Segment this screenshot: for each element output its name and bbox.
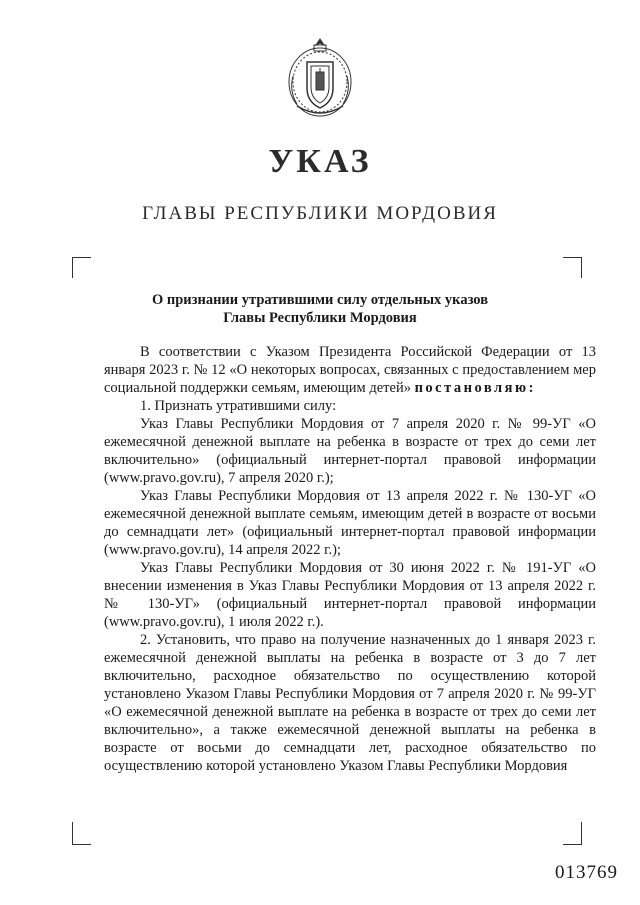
- coat-of-arms-emblem: [285, 36, 355, 122]
- paragraph-2: Указ Главы Республики Мордовия от 7 апреля 2020 г. № 99-УГ «О ежемесячной денежной выплате на ребенка в возрасте от трех до семи лет включительно» (официальный интернет-портал правовой информации (www.pravo.gov.ru), 7 апреля 2020 г.);: [104, 416, 596, 486]
- corner-mark-top-right: [563, 257, 582, 278]
- paragraph-5: 2. Установить, что право на получение назначенных до 1 января 2023 г. ежемесячной денежной выплаты на ребенка в возрасте от 3 до 7 лет включительно, расходное обязательство по осуществлению которой установлено Указом Главы Республики Мордовия от 7 апреля 2020 г. № 99-УГ «О ежемесячной денежной выплате на ребенка в возрасте от трех до семи лет включительно», а также ежемесячной денежной выплаты на ребенка в возрасте от восьми до семнадцати лет, расходное обязательство по осуществлению которой установлено Указом Главы Республики Мордовия: [104, 632, 596, 774]
- paragraph-intro: [104, 343, 596, 397]
- decree-word: постановляю:: [414, 380, 536, 396]
- corner-mark-top-left: [72, 257, 91, 278]
- paragraph-1: 1. Признать утратившими силу:: [140, 398, 337, 414]
- corner-mark-bottom-right: [563, 822, 582, 845]
- corner-mark-bottom-left: [72, 822, 91, 845]
- document-serial-number: 013769: [555, 862, 618, 883]
- paragraph-4: Указ Главы Республики Мордовия от 30 июня 2022 г. № 191-УГ «О внесении изменения в Указ Главы Республики Мордовия от 13 апреля 2022 г. № 130-УГ» (официальный интернет-портал правовой информации (www.pravo.gov.ru), 1 июля 2022 г.).: [104, 560, 596, 630]
- document-body: [104, 343, 596, 775]
- issuer-title: ГЛАВЫ РЕСПУБЛИКИ МОРДОВИЯ: [142, 203, 498, 224]
- intro-text: В соответствии с Указом Президента Российской Федерации от 13 января 2023 г. № 12 «О некоторых вопросах, связанных с предоставлением мер социальной поддержки семьям, имеющим детей»: [104, 344, 596, 396]
- heading-line-1: О признании утратившими силу отдельных указов: [151, 292, 489, 308]
- paragraph-3: Указ Главы Республики Мордовия от 13 апреля 2022 г. № 130-УГ «О ежемесячной денежной выплате семьям, имеющим детей в возрасте от восьми до семнадцати лет» (официальный интернет-портал правовой информации (www.pravo.gov.ru), 14 апреля 2022 г.);: [104, 488, 596, 558]
- document-heading: [100, 291, 540, 327]
- document-type-title: УКАЗ: [268, 143, 372, 180]
- heading-line-2: Главы Республики Мордовия: [223, 310, 417, 326]
